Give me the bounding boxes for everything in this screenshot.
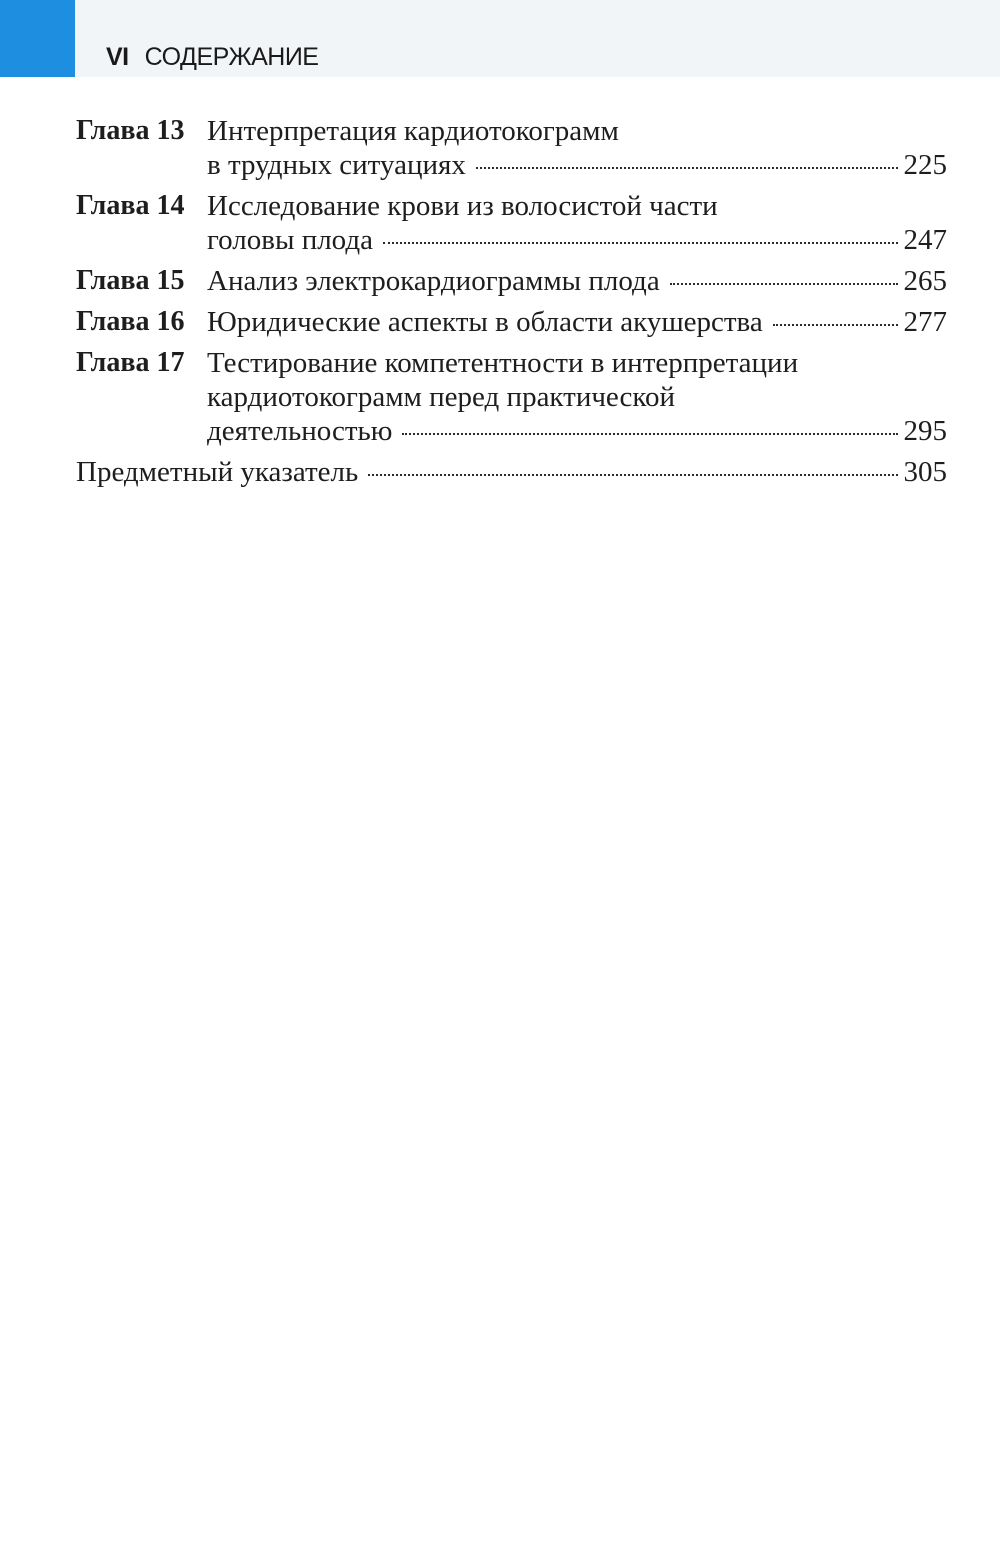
index-title: Предметный указатель xyxy=(76,456,359,488)
chapter-title-line: Тестирование компетентности в интерпретации xyxy=(207,347,799,379)
chapter-label: Глава 17 xyxy=(76,347,185,378)
running-header xyxy=(106,42,318,72)
chapter-label: Глава 15 xyxy=(76,265,185,296)
page-number-ref: 225 xyxy=(903,149,947,181)
chapter-title-line: Интерпретация кардиотокограмм xyxy=(207,115,619,147)
chapter-label: Глава 13 xyxy=(76,115,185,146)
toc-entry-chapter-14[interactable] xyxy=(76,189,947,257)
chapter-title-line: Анализ электрокардиограммы плода xyxy=(207,265,660,297)
toc-entry-index[interactable] xyxy=(76,455,947,489)
toc-entry-chapter-17[interactable] xyxy=(76,346,947,448)
chapter-label: Глава 14 xyxy=(76,190,185,221)
chapter-title-line: кардиотокограмм перед практической xyxy=(207,381,676,413)
dot-leader xyxy=(383,242,898,244)
dot-leader xyxy=(773,324,898,326)
chapter-title-line: головы плода xyxy=(207,224,373,256)
dot-leader xyxy=(476,167,898,169)
toc-entry-chapter-16[interactable] xyxy=(76,305,947,339)
chapter-label: Глава 16 xyxy=(76,306,185,337)
page-number-ref: 277 xyxy=(903,306,947,338)
header-color-tab xyxy=(0,0,75,77)
chapter-title-line: Исследование крови из волосистой части xyxy=(207,190,718,222)
toc-entry-chapter-15[interactable] xyxy=(76,264,947,298)
chapter-title-line: деятельностью xyxy=(207,415,393,447)
page-number-ref: 305 xyxy=(903,456,947,488)
page-number-ref: 295 xyxy=(903,415,947,447)
page-number-ref: 265 xyxy=(903,265,947,297)
dot-leader xyxy=(368,474,897,476)
table-of-contents xyxy=(76,114,947,496)
dot-leader xyxy=(402,433,897,435)
page-number: VI xyxy=(106,43,129,71)
toc-entry-chapter-13[interactable] xyxy=(76,114,947,182)
dot-leader xyxy=(670,283,898,285)
section-title: СОДЕРЖАНИЕ xyxy=(144,43,319,71)
page-number-ref: 247 xyxy=(903,224,947,256)
chapter-title-line: в трудных ситуациях xyxy=(207,149,466,181)
chapter-title-line: Юридические аспекты в области акушерства xyxy=(207,306,763,338)
